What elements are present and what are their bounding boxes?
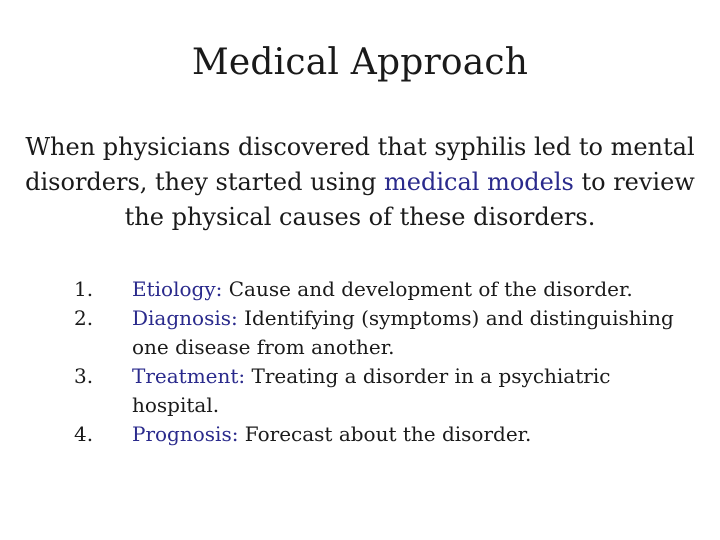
list-item — [74, 362, 674, 420]
list-item-desc: Identifying (symptoms) and distinguishing one disease from another. — [132, 306, 674, 359]
list-item-number: 1. — [74, 277, 94, 301]
list-item-text — [132, 362, 674, 420]
list-item-term: Prognosis: — [132, 422, 239, 446]
list-item-desc: Treating a disorder in a psychiatric hospital. — [132, 364, 611, 417]
intro-text-before: When physicians discovered that syphilis led to mental disorders, they started using — [25, 133, 695, 196]
list-item-term: Etiology: — [132, 277, 223, 301]
list-item-desc: Forecast about the disorder. — [238, 422, 532, 446]
slide-title: Medical Approach — [191, 42, 529, 83]
list-item-desc: Cause and development of the disorder. — [222, 277, 633, 301]
numbered-list — [74, 275, 674, 449]
list-item-number: 3. — [74, 364, 94, 388]
list-item-text — [132, 304, 674, 362]
intro-paragraph — [20, 130, 700, 235]
list-item-text — [132, 275, 674, 304]
list-item — [74, 275, 674, 304]
list-item-text — [132, 420, 674, 449]
list-item-number: 4. — [74, 422, 94, 446]
intro-highlight: medical models — [384, 168, 574, 196]
list-item — [74, 304, 674, 362]
list-item-number: 2. — [74, 306, 94, 330]
list-item — [74, 420, 674, 449]
list-item-term: Diagnosis: — [132, 306, 238, 330]
intro-text-after: to review the physical causes of these disorders. — [124, 168, 695, 231]
list-item-term: Treatment: — [132, 364, 246, 388]
